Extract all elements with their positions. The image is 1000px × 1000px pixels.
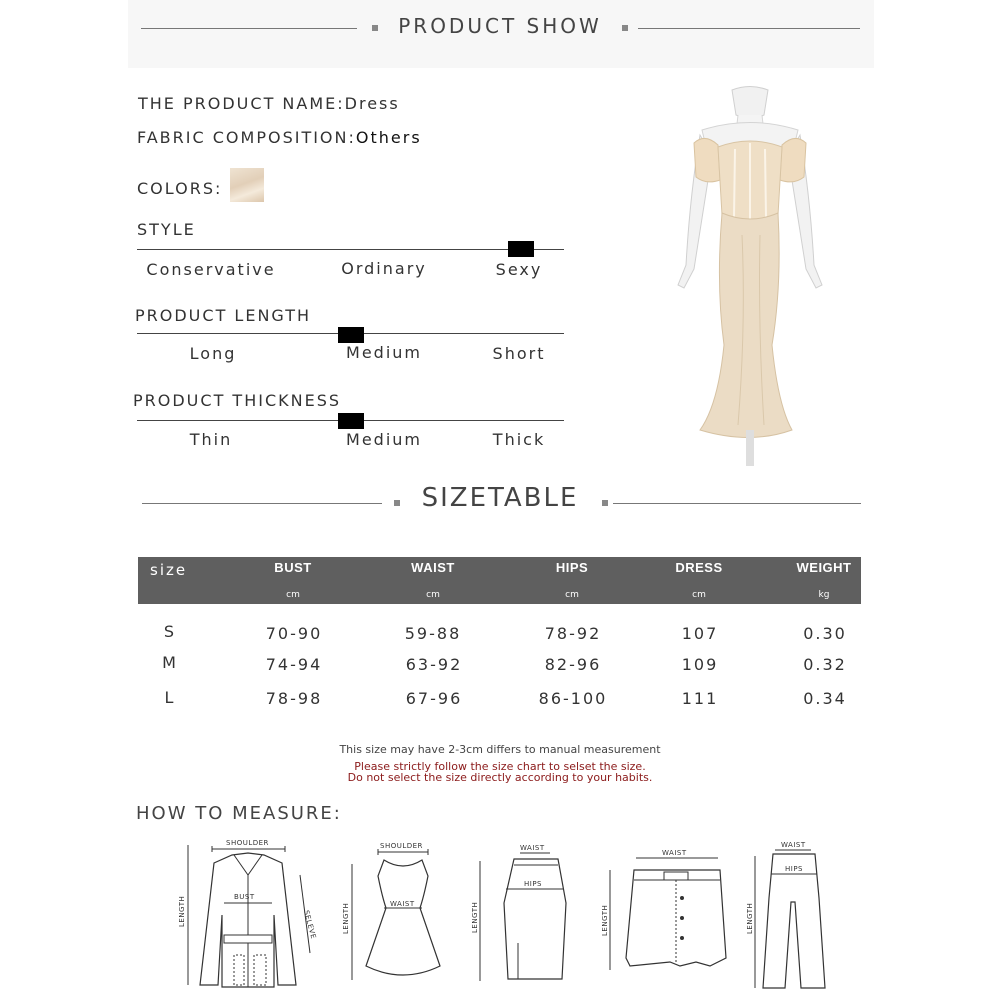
sizetable-bullet-right: [602, 500, 608, 506]
size-table-header: [138, 557, 861, 604]
cell-bust: 70-90: [265, 624, 323, 643]
thickness-option-thick: Thick: [492, 430, 546, 449]
waist-column-header: WAIST: [411, 560, 455, 575]
waist-label-4: WAIST: [662, 849, 687, 857]
size-column-header: size: [150, 561, 188, 579]
sizetable-title: SIZETABLE: [421, 483, 579, 513]
style-label: STYLE: [137, 220, 196, 239]
style-scale-line: [137, 249, 564, 250]
size-warning-line-1: Please strictly follow the size chart to selset the size.: [354, 760, 646, 773]
fabric-row: [137, 128, 422, 147]
sleeve-label: SELEVE: [302, 909, 318, 940]
length-label-3: LENGTH: [471, 901, 479, 933]
header-bullet-right: [622, 25, 628, 31]
hips-column-header: HIPS: [555, 560, 589, 575]
cell-weight: 0.34: [803, 689, 847, 708]
cell-dress: 109: [681, 655, 719, 674]
bust-unit: cm: [286, 590, 300, 600]
shoulder-label-1: SHOULDER: [226, 839, 269, 847]
dress-measure-diagram: [340, 838, 460, 988]
skirt-measure-diagram: [470, 843, 585, 988]
thickness-option-medium: Medium: [346, 430, 422, 449]
shoulder-label-2: SHOULDER: [380, 842, 423, 850]
bust-label-1: BUST: [234, 893, 255, 901]
cell-bust: 74-94: [265, 655, 323, 674]
hips-label-3: HIPS: [524, 880, 542, 888]
cell-hips: 86-100: [538, 689, 608, 708]
measurement-note: This size may have 2-3cm differs to manual measurement: [339, 743, 661, 756]
waist-unit: cm: [426, 590, 440, 600]
bust-column-header: BUST: [274, 560, 312, 575]
style-marker: [508, 241, 534, 257]
length-option-long: Long: [189, 344, 237, 363]
row-size-l: L: [164, 688, 176, 707]
length-label: PRODUCT LENGTH: [135, 306, 312, 325]
thickness-option-thin: Thin: [189, 430, 233, 449]
product-image[interactable]: [660, 85, 840, 470]
length-label-2: LENGTH: [342, 902, 350, 934]
how-to-measure-title: HOW TO MEASURE:: [136, 803, 342, 824]
waist-label-3: WAIST: [520, 844, 545, 852]
fabric-value: Others: [355, 128, 422, 147]
style-option-conservative: Conservative: [146, 260, 276, 279]
cell-weight: 0.32: [803, 655, 847, 674]
hips-label-5: HIPS: [785, 865, 803, 873]
header-divider-right: [638, 28, 860, 29]
waist-label-5: WAIST: [781, 841, 806, 849]
length-marker: [338, 327, 364, 343]
cell-waist: 59-88: [404, 624, 462, 643]
style-option-ordinary: Ordinary: [341, 259, 427, 278]
thickness-marker: [338, 413, 364, 429]
product-name-value: Dress: [344, 94, 400, 113]
style-option-sexy: Sexy: [495, 260, 543, 279]
product-name-label: THE PRODUCT NAME:: [138, 94, 345, 113]
size-warning-line-2: Do not select the size directly according to your habits.: [347, 771, 653, 784]
trousers-measure-diagram: [745, 838, 835, 993]
length-option-medium: Medium: [346, 343, 422, 362]
fabric-label: FABRIC COMPOSITION:: [137, 128, 356, 147]
cell-dress: 111: [681, 689, 719, 708]
waist-label-2: WAIST: [390, 900, 415, 908]
jacket-measure-diagram: [170, 835, 325, 995]
weight-column-header: WEIGHT: [796, 560, 852, 575]
row-size-m: M: [162, 653, 178, 672]
header-bullet-left: [372, 25, 378, 31]
cell-hips: 78-92: [544, 624, 602, 643]
hips-unit: cm: [565, 590, 579, 600]
length-option-short: Short: [492, 344, 546, 363]
sizetable-divider-left: [142, 503, 382, 504]
sizetable-bullet-left: [394, 500, 400, 506]
product-show-title: PRODUCT SHOW: [398, 14, 602, 38]
length-label-4: LENGTH: [601, 904, 609, 936]
cell-dress: 107: [681, 624, 719, 643]
length-label-1: LENGTH: [178, 895, 186, 927]
cell-weight: 0.30: [803, 624, 847, 643]
cell-waist: 63-92: [405, 655, 463, 674]
sizetable-divider-right: [613, 503, 861, 504]
colors-label: COLORS:: [137, 179, 223, 198]
cell-bust: 78-98: [265, 689, 323, 708]
cell-waist: 67-96: [405, 689, 463, 708]
shorts-measure-diagram: [600, 848, 735, 978]
length-label-5: LENGTH: [746, 902, 754, 934]
cell-hips: 82-96: [544, 655, 602, 674]
color-swatch[interactable]: [230, 168, 264, 202]
row-size-s: S: [163, 622, 177, 641]
weight-unit: kg: [818, 590, 830, 600]
thickness-label: PRODUCT THICKNESS: [133, 391, 341, 410]
header-divider-left: [141, 28, 357, 29]
product-name-row: [138, 94, 400, 113]
dress-unit: cm: [692, 590, 706, 600]
dress-column-header: DRESS: [675, 560, 723, 575]
